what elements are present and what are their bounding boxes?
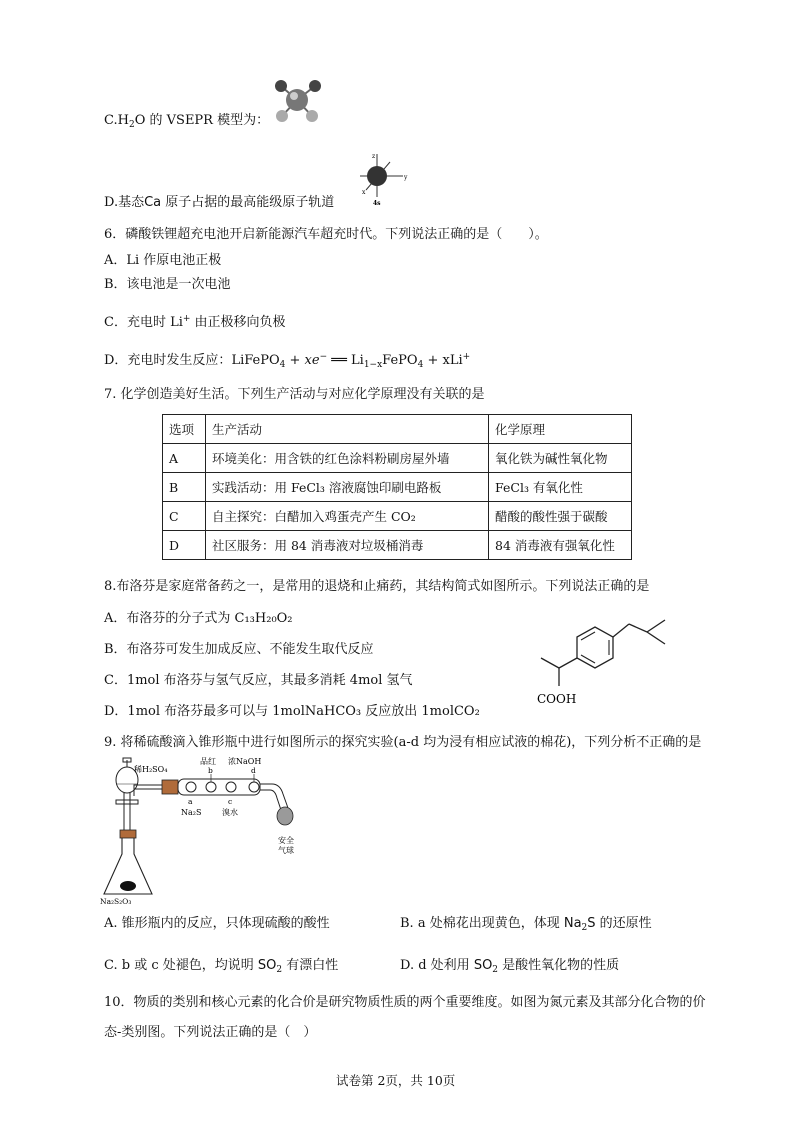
table-cell: 社区服务：用 84 消毒液对垃圾桶消毒 bbox=[206, 531, 489, 560]
q8-option-d: D．1mol 布洛芬最多可以与 1molNaHCO₃ 反应放出 1molCO₂ bbox=[104, 704, 480, 719]
s-orbital-icon bbox=[358, 152, 408, 210]
q9-apparatus-diagram bbox=[100, 758, 310, 906]
table-cell: 氧化铁为碱性氧化物 bbox=[489, 444, 632, 473]
q6-option-c: C．充电时 Li+ 由正极移向负极 bbox=[104, 314, 286, 330]
table-cell: FeCl₃ 有氧化性 bbox=[489, 473, 632, 502]
naoh-label: 浓NaOH bbox=[228, 757, 262, 766]
table-cell: 84 消毒液有强氧化性 bbox=[489, 531, 632, 560]
table-cell: 自主探究：白醋加入鸡蛋壳产生 CO₂ bbox=[206, 502, 489, 531]
label-b: b bbox=[208, 766, 213, 775]
table-row bbox=[163, 531, 632, 560]
q9-option-a: A. 锥形瓶内的反应，只体现硫酸的酸性 bbox=[104, 916, 330, 931]
q10-line-1: 10．物质的类别和核心元素的化合价是研究物质性质的两个重要维度。如图为氮元素及其部分化合物的价 bbox=[104, 995, 706, 1010]
table-cell: 环境美化：用含铁的红色涂料粉刷房屋外墙 bbox=[206, 444, 489, 473]
table-header-cell: 化学原理 bbox=[489, 415, 632, 444]
balloon-label-1: 安全 bbox=[278, 836, 294, 845]
table-row bbox=[163, 502, 632, 531]
orbital-z-label: z bbox=[372, 153, 376, 160]
dilute-acid-label: 稀H₂SO₄ bbox=[134, 765, 168, 774]
q8-option-c: C．1mol 布洛芬与氢气反应，其最多消耗 4mol 氢气 bbox=[104, 673, 413, 688]
ibuprofen-structure bbox=[515, 600, 685, 712]
q8-option-b: B．布洛芬可发生加成反应、不能发生取代反应 bbox=[104, 642, 374, 657]
label-a: a bbox=[188, 797, 193, 806]
table-cell: 实践活动：用 FeCl₃ 溶液腐蚀印刷电路板 bbox=[206, 473, 489, 502]
table-cell: C bbox=[163, 502, 206, 531]
label-c: c bbox=[228, 797, 233, 806]
label-d: d bbox=[251, 766, 256, 775]
orbital-y-label: y bbox=[404, 174, 408, 181]
vsepr-model-icon bbox=[270, 78, 330, 128]
q9-option-b: B. a 处棉花出现黄色，体现 $Na_2S$ 的还原性 bbox=[400, 916, 652, 933]
table-row bbox=[163, 473, 632, 502]
q5-option-d: D.基态Ca 原子占据的最高能级原子轨道 bbox=[104, 195, 335, 210]
q8-stem: 8.布洛芬是家庭常备药之一，是常用的退烧和止痛药，其结构简式如图所示。下列说法正确的是 bbox=[104, 579, 650, 594]
cooh-label: COOH bbox=[537, 692, 577, 706]
orbital-4s-label: 4s bbox=[373, 200, 381, 207]
table-cell: D bbox=[163, 531, 206, 560]
q9-stem: 9. 将稀硫酸滴入锥形瓶中进行如图所示的探究实验(a-d 均为浸有相应试液的棉花)，下列分析不正确的是 bbox=[104, 735, 702, 750]
table-header-row bbox=[163, 415, 632, 444]
table-header-cell: 选项 bbox=[163, 415, 206, 444]
table-cell: A bbox=[163, 444, 206, 473]
balloon-label-2: 气球 bbox=[278, 846, 294, 855]
pinred-label: 品红 bbox=[200, 757, 216, 766]
q8-option-a: A．布洛芬的分子式为 C₁₃H₂₀O₂ bbox=[104, 611, 293, 626]
orbital-x-label: x bbox=[362, 189, 366, 196]
q7-stem: 7. 化学创造美好生活。下列生产活动与对应化学原理没有关联的是 bbox=[104, 387, 485, 402]
table-header-cell: 生产活动 bbox=[206, 415, 489, 444]
q6-option-d: D．充电时发生反应：LiFePO$_4$ + xe− ══ $Li_{1-x}FePO_4 + xLi^+$ bbox=[104, 352, 471, 370]
q6-option-b: B．该电池是一次电池 bbox=[104, 277, 231, 292]
table-cell: B bbox=[163, 473, 206, 502]
q9-option-d: D. d 处利用 $SO_2$ 是酸性氧化物的性质 bbox=[400, 958, 620, 975]
flask-label: Na₂S₂O₃ bbox=[100, 897, 132, 906]
bromine-water-label: 溴水 bbox=[222, 808, 238, 817]
na2s-label: Na₂S bbox=[181, 808, 202, 817]
q5-option-c: $C.H_2O$ 的 VSEPR 模型为： bbox=[104, 113, 270, 130]
q6-option-a: A．Li 作原电池正极 bbox=[104, 253, 222, 268]
page-footer: 试卷第 2页，共 10页 bbox=[336, 1073, 456, 1088]
table-cell: 醋酸的酸性强于碳酸 bbox=[489, 502, 632, 531]
q7-table bbox=[162, 414, 632, 560]
table-row bbox=[163, 444, 632, 473]
q6-stem: 6．磷酸铁锂超充电池开启新能源汽车超充时代。下列说法正确的是（ ）。 bbox=[104, 227, 548, 242]
q10-line-2: 态-类别图。下列说法正确的是（ ） bbox=[104, 1025, 317, 1040]
q9-option-c: C. b 或 c 处褪色，均说明 $SO_2$ 有漂白性 bbox=[104, 958, 339, 975]
